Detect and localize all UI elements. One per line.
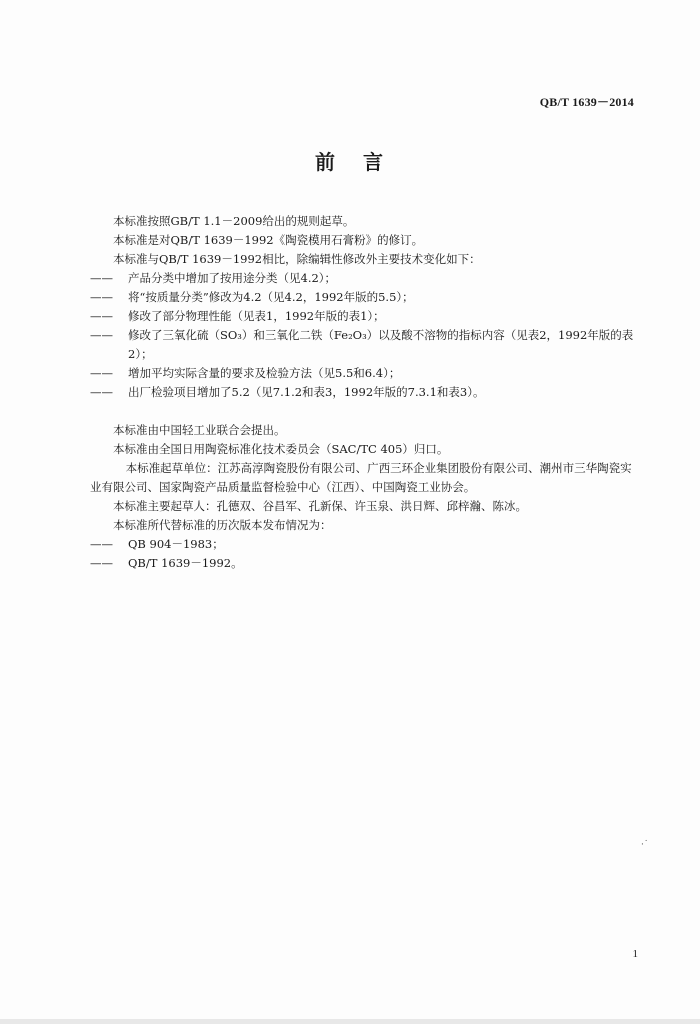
- list-item-text: 增加平均实际含量的要求及检验方法（见5.5和6.4）；: [128, 366, 401, 380]
- list-item: [90, 326, 642, 364]
- paragraph: 本标准所代替标准的历次版本发布情况为：: [113, 518, 332, 532]
- page-number: 1: [632, 948, 638, 960]
- list-item: [90, 307, 642, 326]
- paragraph: 本标准由全国日用陶瓷标准化技术委员会（SAC/TC 405）归口。: [113, 442, 449, 456]
- dash-marker: ——: [90, 271, 113, 285]
- foreword-body: [90, 212, 642, 573]
- list-item-text: 产品分类中增加了按用途分类（见4.2）；: [128, 271, 337, 285]
- list-item: [90, 383, 642, 402]
- list-item: [90, 269, 642, 288]
- spacer: [90, 402, 642, 421]
- dash-marker: ——: [90, 309, 113, 323]
- list-item-text: 出厂检验项目增加了5.2（见7.1.2和表3，1992年版的7.3.1和表3）。: [128, 385, 485, 399]
- scan-speck: ·˙: [641, 840, 649, 850]
- page-title: [0, 146, 700, 175]
- paragraph: 本标准由中国轻工业联合会提出。: [113, 423, 286, 437]
- list-item: [90, 554, 642, 573]
- scan-edge: [0, 1019, 700, 1024]
- paragraph-drafting-units: 本标准起草单位：江苏高淳陶瓷股份有限公司、广西三环企业集团股份有限公司、潮州市三华陶瓷实业有限公司、国家陶瓷产品质量监督检验中心（江西）、中国陶瓷工业协会。: [90, 461, 632, 494]
- list-item-text: 将“按质量分类”修改为4.2（见4.2，1992年版的5.5）；: [128, 290, 414, 304]
- standard-number: QB/T 1639－2014: [539, 95, 634, 109]
- list-item-text: 修改了部分物理性能（见表1，1992年版的表1）；: [128, 309, 385, 323]
- paragraph: 本标准与QB/T 1639－1992相比，除编辑性修改外主要技术变化如下：: [113, 252, 481, 266]
- list-item: [90, 364, 642, 383]
- paragraph: 本标准是对QB/T 1639－1992《陶瓷模用石膏粉》的修订。: [113, 233, 424, 247]
- dash-marker: ——: [90, 385, 113, 399]
- title-char-1: 前: [315, 150, 337, 174]
- list-item: [90, 535, 642, 554]
- dash-marker: ——: [90, 290, 113, 304]
- list-item-text: QB 904－1983；: [128, 537, 224, 551]
- dash-marker: ——: [90, 537, 113, 551]
- paragraph: 本标准按照GB/T 1.1－2009给出的规则起草。: [113, 214, 355, 228]
- dash-marker: ——: [90, 366, 113, 380]
- title-char-2: 言: [363, 150, 385, 174]
- paragraph: 本标准主要起草人：孔德双、谷昌军、孔新保、许玉泉、洪日辉、邱梓瀚、陈冰。: [113, 499, 527, 513]
- dash-marker: ——: [90, 328, 113, 342]
- dash-marker: ——: [90, 556, 113, 570]
- list-item: [90, 288, 642, 307]
- list-item-text: QB/T 1639－1992。: [128, 556, 243, 570]
- list-item-text: 修改了三氧化硫（SO₃）和三氧化二铁（Fe₂O₃）以及酸不溶物的指标内容（见表2，1992年版的表2）；: [128, 328, 634, 361]
